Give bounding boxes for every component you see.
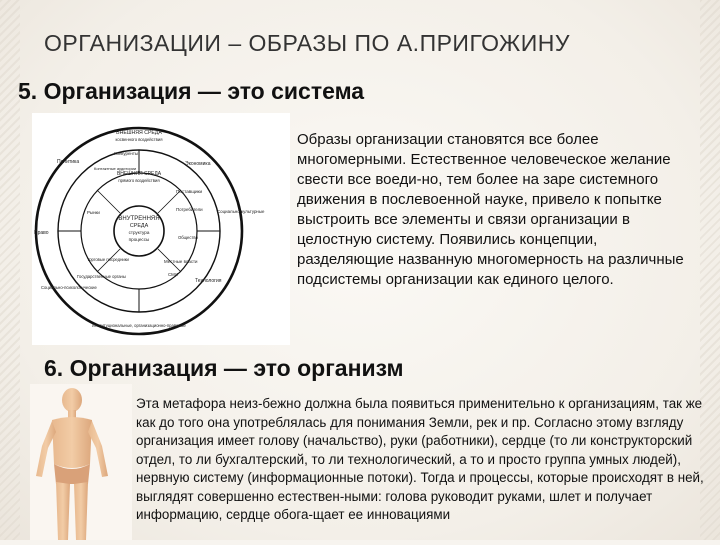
- system-diagram: [32, 113, 290, 345]
- outer-socio-psych: Социально-психологические: [41, 285, 97, 290]
- center-label-3: структура: [128, 230, 150, 235]
- outer-sociocultural: Социально-культурные: [217, 209, 265, 214]
- outer-economy: Экономика: [185, 161, 211, 167]
- section5-heading: 5. Организация — это система: [18, 78, 365, 104]
- outer-technology: Технология: [195, 278, 222, 284]
- center-label-2: СРЕДА: [129, 223, 149, 229]
- middle-sublabel: прямого воздействия: [118, 178, 160, 183]
- mid-suppliers: Поставщики: [176, 189, 203, 194]
- left-decorative-border: [0, 0, 20, 540]
- mid-contact-audiences: Контактные аудитории: [94, 166, 137, 171]
- mid-local-authorities: Местные власти: [164, 259, 198, 264]
- outer-institutional: Институциональные, организационно-правовые: [92, 323, 186, 328]
- center-label: ВНУТРЕННЯЯ: [118, 216, 160, 222]
- mid-govt-bodies: Государственные органы: [77, 274, 126, 279]
- middle-label: ВНЕШНЯЯ СРЕДА: [116, 171, 162, 177]
- mid-trade-intermediaries: Торговые посредники: [87, 257, 129, 262]
- section6-heading: 6. Организация — это организм: [44, 355, 404, 381]
- outer-label: ВНЕШНЯЯ СРЕДА: [116, 130, 162, 136]
- human-body-image: [30, 384, 132, 540]
- mid-markets: Рынки: [87, 210, 100, 215]
- section6-text: Эта метафора неиз-бежно должна была появиться применительно к организациям, так же как до того она употреблялась для понимания Земли, рек и пр. Согласно этому взгляду организация имеет голову (начальство), руки (работники), сердце (то ли конструкторский отдел, то ли бухгалтерский, то ли технологический, а то и просто группа умных людей), нервную систему (информационные потоки). Тогда и процессы, которые происходят в ней, выглядят совершенно естествен-ными: голова руководит руками, шлет и получает информацию, сердце обога-щает ее инновациями: [136, 396, 704, 522]
- center-label-4: процессы: [128, 237, 150, 242]
- section5-text: Образы организации становятся все более многомерными. Естественное человеческое желание свести все воеди-но, тем более на заре системного движения в послевоенной науке, привело к попытке выстроить все элементы и связи организации в целостную систему. Появились концепции, разделяющие названную многомерность на различные подсистемы организации как единого целого.: [297, 131, 684, 288]
- outer-law: Право: [34, 230, 49, 236]
- mid-society: Общество: [178, 235, 198, 240]
- outer-politics: Политика: [57, 159, 80, 165]
- mid-competitors: Конкуренты: [114, 151, 139, 156]
- mid-consumers: Потребители: [176, 207, 203, 212]
- outer-sublabel: косвенного воздействия: [115, 137, 163, 142]
- mid-media: СМИ: [168, 272, 178, 277]
- slide-title: ОРГАНИЗАЦИИ – ОБРАЗЫ ПО А.ПРИГОЖИНУ: [44, 30, 571, 56]
